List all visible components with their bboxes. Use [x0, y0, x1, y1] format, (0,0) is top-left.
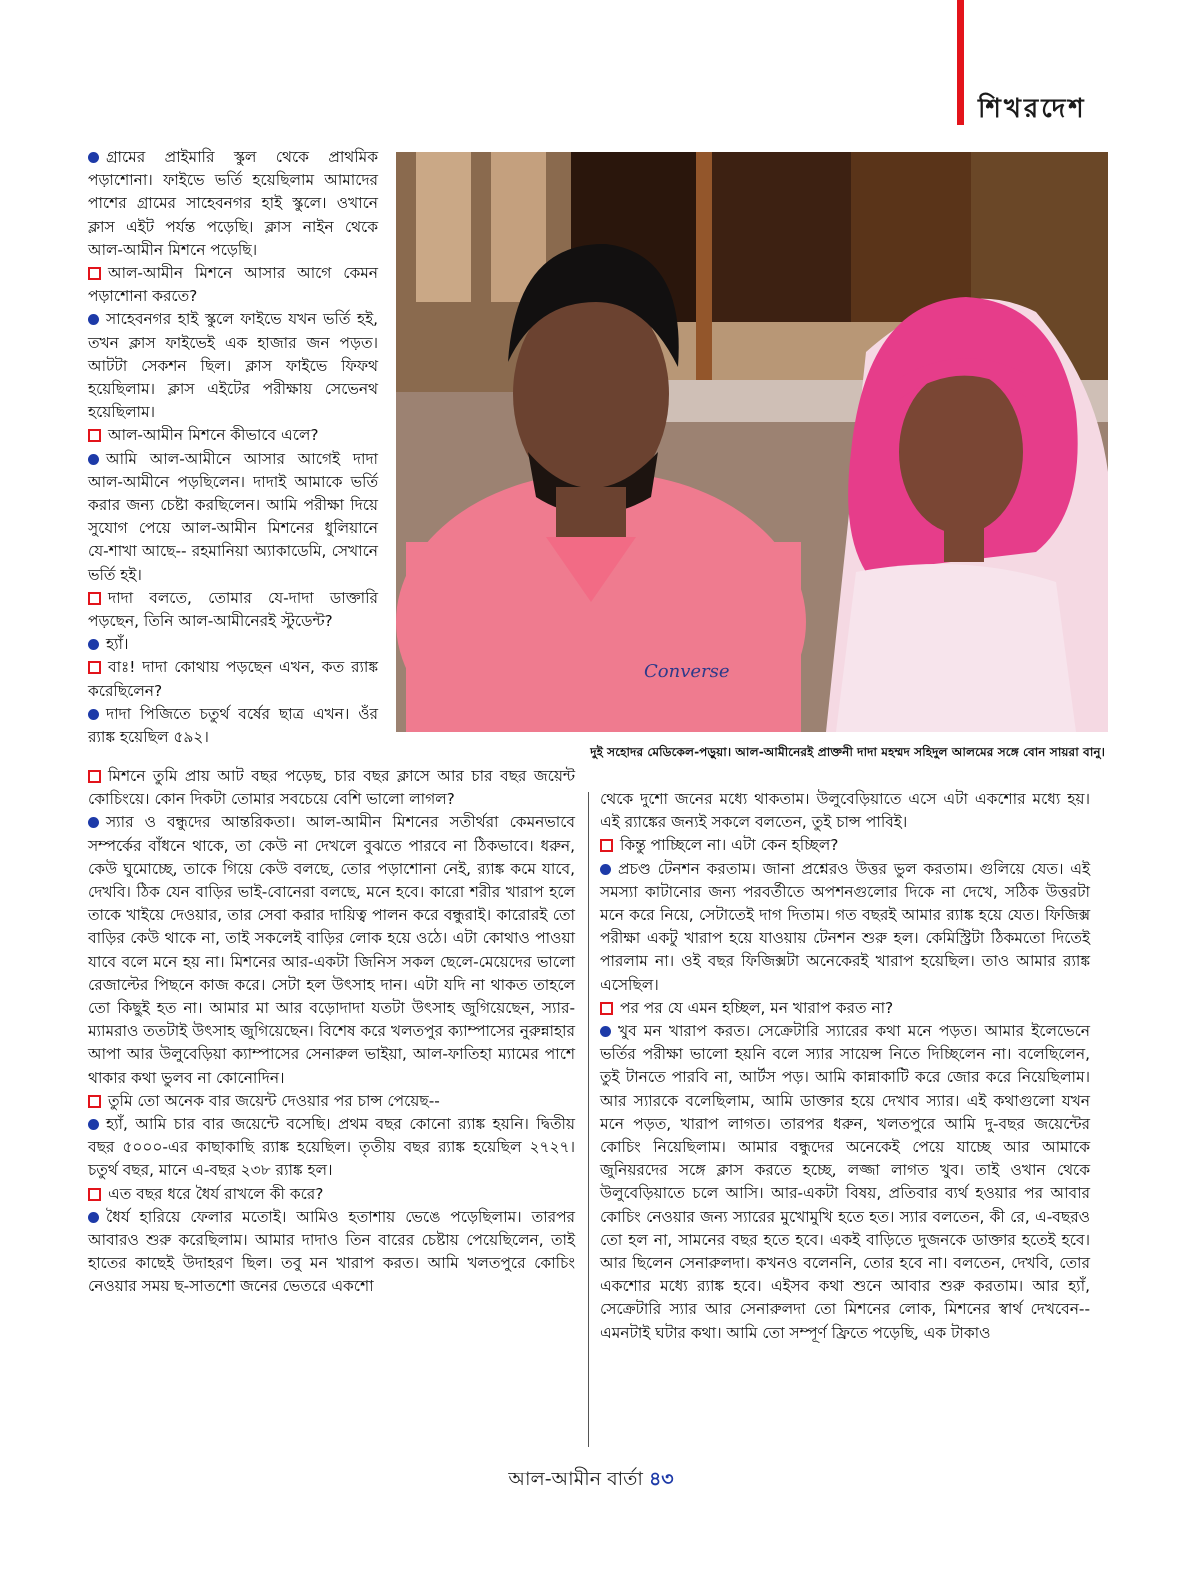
question-paragraph: কিন্তু পাচ্ছিলে না। এটা কেন হচ্ছিল? — [600, 834, 1090, 857]
question-paragraph: মিশনে তুমি প্রায় আট বছর পড়েছ, চার বছর ক্লাসে আর চার বছর জয়েন্ট কোচিংয়ে। কোন দিকটা তোমার সবচেয়ে বেশি ভালো লাগল? — [88, 767, 575, 809]
answer-bullet-icon — [88, 709, 99, 720]
answer-paragraph: হ্যাঁ, আমি চার বার জয়েন্টে বসেছি। প্রথম বছর কোনো র‍্যাঙ্ক হয়নি। দ্বিতীয় বছর ৫০০০-এর কাছাকাছি র‍্যাঙ্ক হয়েছিল। তৃতীয় বছর র‍্যাঙ্ক হয়েছিল ২৭২৭। চতুর্থ বছর, মানে এ-বছর ২৩৮ র‍্যাঙ্ক হল। — [88, 1115, 575, 1180]
question-box-icon — [88, 1095, 101, 1108]
answer-bullet-icon — [88, 454, 99, 465]
answer-paragraph: সাহেবনগর হাই স্কুলে ফাইভে যখন ভর্তি হই, তখন ক্লাস ফাইভেই এক হাজার জন পড়ত। আটটা সেকশন ছিল। ক্লাস ফাইভে ফিফথ হয়েছিলাম। ক্লাস এইটের পরীক্ষায় সেভেনথ হয়েছিলাম। — [88, 310, 378, 422]
answer-paragraph: খুব মন খারাপ করত। সেক্রেটারি স্যারের কথা মনে পড়ত। আমার ইলেভেনে ভর্তির পরীক্ষা ভালো হয়নি বলে স্যার সায়েন্স নিতে দিচ্ছিলেন না। বলেছিলেন, তুই টানতে পারবি না, আর্টস পড়। আমি কান্নাকাটি করে জোর করে নিয়েছিলাম। আর স্যারকে বলেছিলাম, আমি ডাক্তার হয়ে দেখাব স্যার। এই কথাগুলো যখন মনে পড়ত, খারাপ লাগত। তারপর ধরুন, খলতপুরে আমি দু-বছর জয়েন্টের কোচিং নিয়েছিলাম। আমার বন্ধুদের অনেকেই পেয়ে যাচ্ছে আর আমাকে জুনিয়রদের সঙ্গে ক্লাস করতে হচ্ছে, লজ্জা লাগত খুব। তাই ওখান থেকে উলুবেড়িয়াতে চলে আসি। আর-একটা বিষয়, প্রতিবার ব্যর্থ হওয়ার পর আবার কোচিং নেওয়ার জন্য স্যারের মুখোমুখি হতে হত। স্যার বলতেন, কী রে, এ-বছরও তো হল না, সামনের বছর হতে হবে। একই বাড়িতে দুজনকে ডাক্তার হতেই হবে। আর ছিলেন সেনারুলদা। কখনও বলেননি, তোর হবে না। বলতেন, দেখবি, তোর একশোর মধ্যে র‍্যাঙ্ক হবে। এইসব কথা শুনে আবার শুরু করতাম। আর হ্যাঁ, সেক্রেটারি স্যার আর সেনারুলদা তো মিশনের লোক, মিশনের স্বার্থ দেখবেন-- এমনটাই ঘটার কথা। আমি তো সম্পূর্ণ ফ্রিতে পড়েছি, এক টাকাও — [600, 1022, 1090, 1342]
svg-text:Converse: Converse — [644, 661, 730, 682]
header-accent-bar — [957, 0, 964, 125]
question-paragraph: পর পর যে এমন হচ্ছিল, মন খারাপ করত না? — [600, 997, 1090, 1020]
question-box-icon — [600, 1002, 613, 1015]
answer-paragraph: হ্যাঁ। — [88, 633, 378, 656]
page-number: ৪৩ — [648, 1468, 674, 1490]
question-paragraph: আল-আমীন মিশনে কীভাবে এলে? — [88, 424, 378, 447]
answer-bullet-icon — [88, 639, 99, 650]
photo-illustration — [396, 152, 1108, 732]
section-title: শিখরদেশ — [978, 94, 1087, 124]
answer-paragraph: স্যার ও বন্ধুদের আন্তরিকতা। আল-আমীন মিশনের সতীর্থরা কেমনভাবে সম্পর্কের বাঁধনে থাকে, তা কেউ না দেখলে বুঝতে পারবে না ঠিকভাবে। ধরুন, কেউ ঘুমোচ্ছে, তাকে গিয়ে কেউ বলছে, তোর পড়াশোনা নেই, র‍্যাঙ্ক কমে যাবে, দেখবি। ঠিক যেন বাড়ির ভাই-বোনেরা বলছে, মনে হবে। কারো শরীর খারাপ হলে তাকে খাইয়ে দেওয়ার, তার সেবা করার দায়িত্ব পালন করে বন্ধুরাই। কারোরই তো বাড়ির কেউ থাকে না, তাই সকলেই বাড়ির লোক হয়ে ওঠে। এটা কোথাও পাওয়া যাবে বলে মনে হয় না। মিশনের আর-একটা জিনিস সকল ছেলে-মেয়েদের ভালো রেজাল্টের পিছনে কাজ করে। সেটা হল উৎসাহ দান। এটা যদি না থাকত তাহলে তো কিছুই হত না। আমার মা আর বড়োদাদা যতটা উৎসাহ জুগিয়েছেন, স্যার-ম্যামরাও ততটাই উৎসাহ জুগিয়েছেন। বিশেষ করে খলতপুর ক্যাম্পাসের নুরুন্নাহার আপা আর উলুবেড়িয়া ক্যাম্পাসের সেনারুল ভাইয়া, আল-ফাতিহা ম্যামের পাশে থাকার কথা ভুলব না কোনোদিন। — [88, 813, 575, 1087]
question-paragraph: বাঃ! দাদা কোথায় পড়ছেন এখন, কত র‍্যাঙ্ক করেছিলেন? — [88, 658, 378, 700]
answer-paragraph: আমি আল-আমীনে আসার আগেই দাদা আল-আমীনে পড়ছিলেন। দাদাই আমাকে ভর্তি করার জন্য চেষ্টা করছিলেন। আমি পরীক্ষা দিয়ে সুযোগ পেয়ে আল-আমীন মিশনের ধুলিয়ানে যে-শাখা আছে-- রহমানিয়া অ্যাকাডেমি, সেখানে ভর্তি হই। — [88, 449, 378, 584]
question-paragraph: এত বছর ধরে ধৈর্য রাখলে কী করে? — [88, 1183, 575, 1206]
answer-paragraph: দাদা পিজিতে চতুর্থ বর্ষের ছাত্র এখন। ওঁর র‍্যাঙ্ক হয়েছিল ৫৯২। — [88, 704, 378, 747]
question-paragraph: তুমি তো অনেক বার জয়েন্ট দেওয়ার পর চান্স পেয়েছ-- — [88, 1090, 575, 1113]
answer-bullet-icon — [600, 864, 611, 875]
question-box-icon — [88, 770, 101, 783]
question-box-icon — [88, 429, 101, 442]
answer-bullet-icon — [88, 1119, 99, 1130]
answer-bullet-icon — [88, 1212, 99, 1223]
page-footer — [0, 1465, 1182, 1497]
magazine-title: আল-আমীন বার্তা — [508, 1468, 643, 1490]
question-box-icon — [600, 839, 613, 852]
column-divider — [588, 792, 589, 1447]
interview-column-a — [88, 146, 378, 749]
question-paragraph: আল-আমীন মিশনে আসার আগে কেমন পড়াশোনা করতে? — [88, 264, 378, 306]
interview-column-b — [88, 765, 575, 1299]
question-box-icon — [88, 592, 101, 605]
question-paragraph: দাদা বলতে, তোমার যে-দাদা ডাক্তারি পড়ছেন, তিনি আল-আমীনেরই স্টুডেন্ট? — [88, 588, 378, 631]
answer-paragraph: গ্রামের প্রাইমারি স্কুল থেকে প্রাথমিক পড়াশোনা। ফাইভে ভর্তি হয়েছিলাম আমাদের পাশের গ্রামের সাহেবনগর হাই স্কুলে। ওখানে ক্লাস এইট পর্যন্ত পড়েছি। ক্লাস নাইন থেকে আল-আমীন মিশনে পড়েছি। — [88, 148, 378, 259]
answer-paragraph: প্রচণ্ড টেনশন করতাম। জানা প্রশ্নেরও উত্তর ভুল করতাম। গুলিয়ে যেত। এই সমস্যা কাটানোর জন্য পরবর্তীতে অপশনগুলোর দিকে না দেখে, সঠিক উত্তরটা মনে করে নিয়ে, সেটাতেই দাগ দিতাম। গত বছরই আমার র‍্যাঙ্ক হয়ে যেত। ফিজিক্স পরীক্ষা একটু খারাপ হয়ে যাওয়ায় টেনশন শুরু হল। কেমিস্ট্রিটা ঠিকমতো দিতেই পারলাম না। ওই বছর ফিজিক্সটা অনেকেরই খারাপ হয়েছিল। তাও আমার র‍্যাঙ্ক এসেছিল। — [600, 859, 1090, 994]
answer-bullet-icon — [88, 152, 99, 163]
answer-bullet-icon — [88, 817, 99, 828]
question-box-icon — [88, 267, 101, 280]
question-box-icon — [88, 1188, 101, 1201]
siblings-photo — [396, 152, 1108, 732]
interview-column-c — [600, 788, 1090, 1345]
answer-bullet-icon — [88, 314, 99, 325]
answer-bullet-icon — [600, 1026, 611, 1037]
question-box-icon — [88, 661, 101, 674]
answer-paragraph: থেকে দুশো জনের মধ্যে থাকতাম। উলুবেড়িয়াতে এসে এটা একশোর মধ্যে হয়। এই র‍্যাঙ্কের জন্যই সকলে বলতেন, তুই চান্স পাবিই। — [600, 790, 1090, 832]
answer-paragraph: ধৈর্য হারিয়ে ফেলার মতোই। আমিও হতাশায় ভেঙে পড়েছিলাম। তারপর আবারও শুরু করেছিলাম। আমার দাদাও তিন বারের চেষ্টায় পেয়েছিলেন, তাই হাতের কাছেই উদাহরণ ছিল। তবু মন খারাপ করত। আমি খলতপুরে কোচিং নেওয়ার সময় ছ-সাতশো জনের ভেতরে একশো — [88, 1207, 575, 1296]
photo-caption: দুই সহোদর মেডিকেল-পড়ুয়া। আল-আমীনেরই প্রাক্তনী দাদা মহম্মদ সহিদুল আলমের সঙ্গে বোন সায়রা বানু। — [590, 745, 1105, 759]
